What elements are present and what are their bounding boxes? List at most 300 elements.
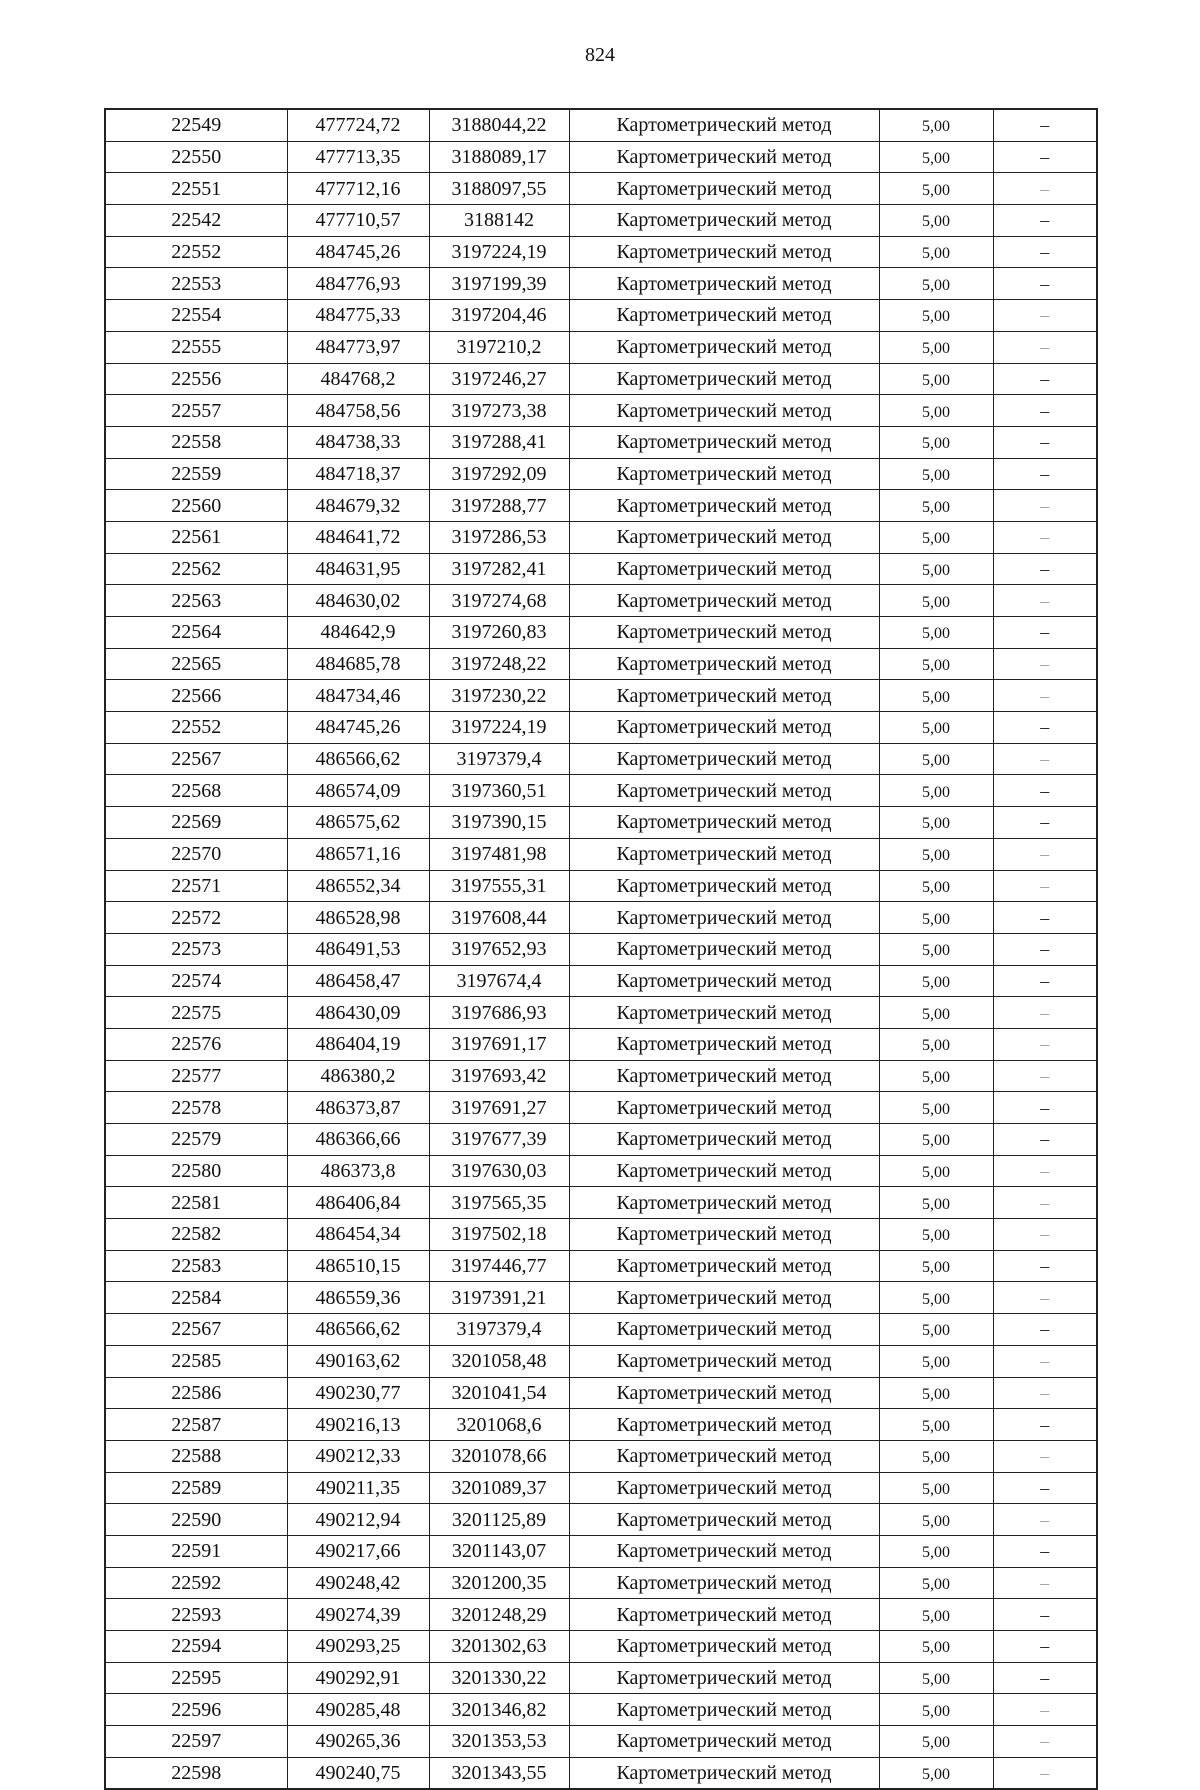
- description-cell: –: [993, 807, 1097, 839]
- x-coordinate-cell: 477712,16: [287, 173, 429, 205]
- method-cell: Картометрический метод: [569, 1124, 879, 1156]
- description-cell: –: [993, 965, 1097, 997]
- table-row: [105, 141, 1097, 173]
- x-coordinate-cell: 490230,77: [287, 1377, 429, 1409]
- method-cell: Картометрический метод: [569, 1250, 879, 1282]
- method-cell: Картометрический метод: [569, 1377, 879, 1409]
- x-coordinate-cell: 484734,46: [287, 680, 429, 712]
- x-coordinate-cell: 484631,95: [287, 553, 429, 585]
- y-coordinate-cell: 3201058,48: [429, 1345, 569, 1377]
- accuracy-cell: 5,00: [879, 1124, 993, 1156]
- y-coordinate-cell: 3201200,35: [429, 1567, 569, 1599]
- table-row: [105, 965, 1097, 997]
- table-row: [105, 617, 1097, 649]
- description-cell: –: [993, 1409, 1097, 1441]
- y-coordinate-cell: 3197274,68: [429, 585, 569, 617]
- x-coordinate-cell: 484642,9: [287, 617, 429, 649]
- method-cell: Картометрический метод: [569, 1694, 879, 1726]
- point-number-cell: 22581: [105, 1187, 287, 1219]
- method-cell: Картометрический метод: [569, 1757, 879, 1789]
- description-cell: –: [993, 902, 1097, 934]
- y-coordinate-cell: 3201125,89: [429, 1504, 569, 1536]
- table-row: [105, 1726, 1097, 1758]
- description-cell: –: [993, 109, 1097, 141]
- y-coordinate-cell: 3197360,51: [429, 775, 569, 807]
- y-coordinate-cell: 3197693,42: [429, 1060, 569, 1092]
- y-coordinate-cell: 3197608,44: [429, 902, 569, 934]
- accuracy-cell: 5,00: [879, 933, 993, 965]
- y-coordinate-cell: 3197565,35: [429, 1187, 569, 1219]
- point-number-cell: 22553: [105, 268, 287, 300]
- accuracy-cell: 5,00: [879, 902, 993, 934]
- x-coordinate-cell: 484745,26: [287, 712, 429, 744]
- y-coordinate-cell: 3197230,22: [429, 680, 569, 712]
- y-coordinate-cell: 3201089,37: [429, 1472, 569, 1504]
- x-coordinate-cell: 486566,62: [287, 1314, 429, 1346]
- method-cell: Картометрический метод: [569, 775, 879, 807]
- accuracy-cell: 5,00: [879, 395, 993, 427]
- table-row: [105, 521, 1097, 553]
- x-coordinate-cell: 486406,84: [287, 1187, 429, 1219]
- table-row: [105, 1282, 1097, 1314]
- method-cell: Картометрический метод: [569, 838, 879, 870]
- method-cell: Картометрический метод: [569, 1155, 879, 1187]
- x-coordinate-cell: 490212,94: [287, 1504, 429, 1536]
- description-cell: –: [993, 1377, 1097, 1409]
- table-row: [105, 395, 1097, 427]
- y-coordinate-cell: 3188089,17: [429, 141, 569, 173]
- point-number-cell: 22588: [105, 1440, 287, 1472]
- table-row: [105, 1028, 1097, 1060]
- table-row: [105, 236, 1097, 268]
- page-number: 824: [585, 44, 615, 66]
- table-row: [105, 1124, 1097, 1156]
- x-coordinate-cell: 490240,75: [287, 1757, 429, 1789]
- point-number-cell: 22598: [105, 1757, 287, 1789]
- accuracy-cell: 5,00: [879, 1599, 993, 1631]
- description-cell: –: [993, 933, 1097, 965]
- description-cell: –: [993, 1567, 1097, 1599]
- accuracy-cell: 5,00: [879, 1567, 993, 1599]
- point-number-cell: 22557: [105, 395, 287, 427]
- y-coordinate-cell: 3197630,03: [429, 1155, 569, 1187]
- table-row: [105, 870, 1097, 902]
- method-cell: Картометрический метод: [569, 680, 879, 712]
- description-cell: –: [993, 1631, 1097, 1663]
- table-row: [105, 363, 1097, 395]
- x-coordinate-cell: 484718,37: [287, 458, 429, 490]
- description-cell: –: [993, 775, 1097, 807]
- table-row: [105, 1599, 1097, 1631]
- description-cell: –: [993, 1472, 1097, 1504]
- description-cell: –: [993, 300, 1097, 332]
- point-number-cell: 22561: [105, 521, 287, 553]
- point-number-cell: 22576: [105, 1028, 287, 1060]
- accuracy-cell: 5,00: [879, 1631, 993, 1663]
- y-coordinate-cell: 3201353,53: [429, 1726, 569, 1758]
- x-coordinate-cell: 486510,15: [287, 1250, 429, 1282]
- accuracy-cell: 5,00: [879, 458, 993, 490]
- table-row: [105, 807, 1097, 839]
- table-row: [105, 1409, 1097, 1441]
- x-coordinate-cell: 484773,97: [287, 331, 429, 363]
- table-row: [105, 1757, 1097, 1789]
- method-cell: Картометрический метод: [569, 1282, 879, 1314]
- table-row: [105, 1440, 1097, 1472]
- x-coordinate-cell: 484758,56: [287, 395, 429, 427]
- point-number-cell: 22580: [105, 1155, 287, 1187]
- y-coordinate-cell: 3201346,82: [429, 1694, 569, 1726]
- method-cell: Картометрический метод: [569, 109, 879, 141]
- x-coordinate-cell: 484641,72: [287, 521, 429, 553]
- table-row: [105, 173, 1097, 205]
- y-coordinate-cell: 3197292,09: [429, 458, 569, 490]
- y-coordinate-cell: 3197677,39: [429, 1124, 569, 1156]
- description-cell: –: [993, 1250, 1097, 1282]
- point-number-cell: 22578: [105, 1092, 287, 1124]
- description-cell: –: [993, 1092, 1097, 1124]
- accuracy-cell: 5,00: [879, 1219, 993, 1251]
- method-cell: Картометрический метод: [569, 1631, 879, 1663]
- point-number-cell: 22583: [105, 1250, 287, 1282]
- point-number-cell: 22564: [105, 617, 287, 649]
- description-cell: –: [993, 585, 1097, 617]
- x-coordinate-cell: 486404,19: [287, 1028, 429, 1060]
- description-cell: –: [993, 1440, 1097, 1472]
- point-number-cell: 22568: [105, 775, 287, 807]
- accuracy-cell: 5,00: [879, 1757, 993, 1789]
- accuracy-cell: 5,00: [879, 997, 993, 1029]
- x-coordinate-cell: 486430,09: [287, 997, 429, 1029]
- accuracy-cell: 5,00: [879, 1187, 993, 1219]
- method-cell: Картометрический метод: [569, 617, 879, 649]
- y-coordinate-cell: 3197224,19: [429, 712, 569, 744]
- table-row: [105, 1377, 1097, 1409]
- x-coordinate-cell: 477710,57: [287, 205, 429, 237]
- y-coordinate-cell: 3197199,39: [429, 268, 569, 300]
- description-cell: –: [993, 648, 1097, 680]
- table-row: [105, 1187, 1097, 1219]
- point-number-cell: 22594: [105, 1631, 287, 1663]
- table-row: [105, 743, 1097, 775]
- method-cell: Картометрический метод: [569, 712, 879, 744]
- y-coordinate-cell: 3197260,83: [429, 617, 569, 649]
- accuracy-cell: 5,00: [879, 1409, 993, 1441]
- accuracy-cell: 5,00: [879, 838, 993, 870]
- y-coordinate-cell: 3197288,77: [429, 490, 569, 522]
- point-number-cell: 22556: [105, 363, 287, 395]
- description-cell: –: [993, 1155, 1097, 1187]
- point-number-cell: 22584: [105, 1282, 287, 1314]
- accuracy-cell: 5,00: [879, 553, 993, 585]
- point-number-cell: 22596: [105, 1694, 287, 1726]
- x-coordinate-cell: 486559,36: [287, 1282, 429, 1314]
- description-cell: –: [993, 363, 1097, 395]
- point-number-cell: 22567: [105, 743, 287, 775]
- table-row: [105, 775, 1097, 807]
- description-cell: –: [993, 1187, 1097, 1219]
- y-coordinate-cell: 3197446,77: [429, 1250, 569, 1282]
- point-number-cell: 22552: [105, 712, 287, 744]
- accuracy-cell: 5,00: [879, 426, 993, 458]
- table-row: [105, 1662, 1097, 1694]
- accuracy-cell: 5,00: [879, 617, 993, 649]
- point-number-cell: 22554: [105, 300, 287, 332]
- coordinates-table-body: [105, 109, 1097, 1789]
- method-cell: Картометрический метод: [569, 585, 879, 617]
- method-cell: Картометрический метод: [569, 902, 879, 934]
- point-number-cell: 22579: [105, 1124, 287, 1156]
- description-cell: –: [993, 268, 1097, 300]
- y-coordinate-cell: 3197210,2: [429, 331, 569, 363]
- table-row: [105, 712, 1097, 744]
- method-cell: Картометрический метод: [569, 458, 879, 490]
- accuracy-cell: 5,00: [879, 1472, 993, 1504]
- table-row: [105, 1219, 1097, 1251]
- table-row: [105, 1060, 1097, 1092]
- x-coordinate-cell: 490265,36: [287, 1726, 429, 1758]
- point-number-cell: 22562: [105, 553, 287, 585]
- accuracy-cell: 5,00: [879, 965, 993, 997]
- accuracy-cell: 5,00: [879, 1282, 993, 1314]
- y-coordinate-cell: 3197391,21: [429, 1282, 569, 1314]
- table-row: [105, 1092, 1097, 1124]
- point-number-cell: 22549: [105, 109, 287, 141]
- point-number-cell: 22565: [105, 648, 287, 680]
- point-number-cell: 22542: [105, 205, 287, 237]
- y-coordinate-cell: 3201041,54: [429, 1377, 569, 1409]
- method-cell: Картометрический метод: [569, 933, 879, 965]
- description-cell: –: [993, 680, 1097, 712]
- x-coordinate-cell: 490285,48: [287, 1694, 429, 1726]
- y-coordinate-cell: 3197282,41: [429, 553, 569, 585]
- method-cell: Картометрический метод: [569, 205, 879, 237]
- method-cell: Картометрический метод: [569, 965, 879, 997]
- table-row: [105, 997, 1097, 1029]
- description-cell: –: [993, 395, 1097, 427]
- description-cell: –: [993, 997, 1097, 1029]
- accuracy-cell: 5,00: [879, 331, 993, 363]
- method-cell: Картометрический метод: [569, 743, 879, 775]
- x-coordinate-cell: 486373,8: [287, 1155, 429, 1187]
- y-coordinate-cell: 3188097,55: [429, 173, 569, 205]
- y-coordinate-cell: 3197204,46: [429, 300, 569, 332]
- point-number-cell: 22566: [105, 680, 287, 712]
- point-number-cell: 22586: [105, 1377, 287, 1409]
- table-row: [105, 933, 1097, 965]
- table-row: [105, 1345, 1097, 1377]
- x-coordinate-cell: 490274,39: [287, 1599, 429, 1631]
- table-row: [105, 1504, 1097, 1536]
- description-cell: –: [993, 426, 1097, 458]
- table-row: [105, 1250, 1097, 1282]
- y-coordinate-cell: 3201302,63: [429, 1631, 569, 1663]
- y-coordinate-cell: 3201248,29: [429, 1599, 569, 1631]
- description-cell: –: [993, 1726, 1097, 1758]
- accuracy-cell: 5,00: [879, 300, 993, 332]
- x-coordinate-cell: 486575,62: [287, 807, 429, 839]
- x-coordinate-cell: 486458,47: [287, 965, 429, 997]
- table-row: [105, 585, 1097, 617]
- point-number-cell: 22592: [105, 1567, 287, 1599]
- accuracy-cell: 5,00: [879, 1345, 993, 1377]
- method-cell: Картометрический метод: [569, 997, 879, 1029]
- description-cell: –: [993, 870, 1097, 902]
- table-row: [105, 1631, 1097, 1663]
- accuracy-cell: 5,00: [879, 1314, 993, 1346]
- method-cell: Картометрический метод: [569, 1345, 879, 1377]
- x-coordinate-cell: 486528,98: [287, 902, 429, 934]
- x-coordinate-cell: 490217,66: [287, 1535, 429, 1567]
- accuracy-cell: 5,00: [879, 1155, 993, 1187]
- description-cell: –: [993, 521, 1097, 553]
- description-cell: –: [993, 1757, 1097, 1789]
- method-cell: Картометрический метод: [569, 1472, 879, 1504]
- y-coordinate-cell: 3197286,53: [429, 521, 569, 553]
- accuracy-cell: 5,00: [879, 648, 993, 680]
- method-cell: Картометрический метод: [569, 268, 879, 300]
- accuracy-cell: 5,00: [879, 363, 993, 395]
- point-number-cell: 22571: [105, 870, 287, 902]
- description-cell: –: [993, 712, 1097, 744]
- method-cell: Картометрический метод: [569, 1504, 879, 1536]
- accuracy-cell: 5,00: [879, 1440, 993, 1472]
- x-coordinate-cell: 486574,09: [287, 775, 429, 807]
- description-cell: –: [993, 1662, 1097, 1694]
- description-cell: –: [993, 1345, 1097, 1377]
- table-row: [105, 1535, 1097, 1567]
- point-number-cell: 22559: [105, 458, 287, 490]
- point-number-cell: 22593: [105, 1599, 287, 1631]
- accuracy-cell: 5,00: [879, 141, 993, 173]
- table-row: [105, 1472, 1097, 1504]
- x-coordinate-cell: 477724,72: [287, 109, 429, 141]
- y-coordinate-cell: 3201343,55: [429, 1757, 569, 1789]
- accuracy-cell: 5,00: [879, 743, 993, 775]
- x-coordinate-cell: 486373,87: [287, 1092, 429, 1124]
- table-row: [105, 205, 1097, 237]
- point-number-cell: 22570: [105, 838, 287, 870]
- point-number-cell: 22582: [105, 1219, 287, 1251]
- x-coordinate-cell: 486366,66: [287, 1124, 429, 1156]
- y-coordinate-cell: 3197273,38: [429, 395, 569, 427]
- y-coordinate-cell: 3197502,18: [429, 1219, 569, 1251]
- table-row: [105, 109, 1097, 141]
- x-coordinate-cell: 490212,33: [287, 1440, 429, 1472]
- point-number-cell: 22590: [105, 1504, 287, 1536]
- accuracy-cell: 5,00: [879, 1535, 993, 1567]
- y-coordinate-cell: 3197652,93: [429, 933, 569, 965]
- description-cell: –: [993, 1504, 1097, 1536]
- table-row: [105, 300, 1097, 332]
- accuracy-cell: 5,00: [879, 1092, 993, 1124]
- method-cell: Картометрический метод: [569, 1567, 879, 1599]
- x-coordinate-cell: 484775,33: [287, 300, 429, 332]
- y-coordinate-cell: 3197686,93: [429, 997, 569, 1029]
- point-number-cell: 22558: [105, 426, 287, 458]
- point-number-cell: 22555: [105, 331, 287, 363]
- point-number-cell: 22567: [105, 1314, 287, 1346]
- accuracy-cell: 5,00: [879, 236, 993, 268]
- point-number-cell: 22569: [105, 807, 287, 839]
- accuracy-cell: 5,00: [879, 521, 993, 553]
- x-coordinate-cell: 486571,16: [287, 838, 429, 870]
- point-number-cell: 22574: [105, 965, 287, 997]
- method-cell: Картометрический метод: [569, 1219, 879, 1251]
- table-row: [105, 458, 1097, 490]
- point-number-cell: 22551: [105, 173, 287, 205]
- accuracy-cell: 5,00: [879, 775, 993, 807]
- y-coordinate-cell: 3201068,6: [429, 1409, 569, 1441]
- table-row: [105, 1694, 1097, 1726]
- point-number-cell: 22591: [105, 1535, 287, 1567]
- description-cell: –: [993, 1282, 1097, 1314]
- x-coordinate-cell: 490216,13: [287, 1409, 429, 1441]
- x-coordinate-cell: 484679,32: [287, 490, 429, 522]
- x-coordinate-cell: 490211,35: [287, 1472, 429, 1504]
- description-cell: –: [993, 743, 1097, 775]
- description-cell: –: [993, 1694, 1097, 1726]
- accuracy-cell: 5,00: [879, 712, 993, 744]
- description-cell: –: [993, 490, 1097, 522]
- x-coordinate-cell: 484745,26: [287, 236, 429, 268]
- method-cell: Картометрический метод: [569, 1599, 879, 1631]
- table-row: [105, 1155, 1097, 1187]
- accuracy-cell: 5,00: [879, 1250, 993, 1282]
- method-cell: Картометрический метод: [569, 490, 879, 522]
- point-number-cell: 22597: [105, 1726, 287, 1758]
- point-number-cell: 22585: [105, 1345, 287, 1377]
- accuracy-cell: 5,00: [879, 870, 993, 902]
- method-cell: Картометрический метод: [569, 426, 879, 458]
- description-cell: –: [993, 205, 1097, 237]
- method-cell: Картометрический метод: [569, 1440, 879, 1472]
- x-coordinate-cell: 490293,25: [287, 1631, 429, 1663]
- point-number-cell: 22572: [105, 902, 287, 934]
- description-cell: –: [993, 173, 1097, 205]
- method-cell: Картометрический метод: [569, 1028, 879, 1060]
- x-coordinate-cell: 484738,33: [287, 426, 429, 458]
- method-cell: Картометрический метод: [569, 141, 879, 173]
- y-coordinate-cell: 3197248,22: [429, 648, 569, 680]
- table-row: [105, 838, 1097, 870]
- point-number-cell: 22575: [105, 997, 287, 1029]
- description-cell: –: [993, 141, 1097, 173]
- method-cell: Картометрический метод: [569, 521, 879, 553]
- accuracy-cell: 5,00: [879, 205, 993, 237]
- accuracy-cell: 5,00: [879, 680, 993, 712]
- method-cell: Картометрический метод: [569, 807, 879, 839]
- method-cell: Картометрический метод: [569, 300, 879, 332]
- x-coordinate-cell: 484685,78: [287, 648, 429, 680]
- coordinates-table: [104, 108, 1098, 1790]
- description-cell: –: [993, 617, 1097, 649]
- method-cell: Картометрический метод: [569, 870, 879, 902]
- method-cell: Картометрический метод: [569, 1060, 879, 1092]
- y-coordinate-cell: 3197224,19: [429, 236, 569, 268]
- x-coordinate-cell: 484630,02: [287, 585, 429, 617]
- y-coordinate-cell: 3197288,41: [429, 426, 569, 458]
- description-cell: –: [993, 458, 1097, 490]
- point-number-cell: 22550: [105, 141, 287, 173]
- description-cell: –: [993, 236, 1097, 268]
- table-row: [105, 902, 1097, 934]
- x-coordinate-cell: 490163,62: [287, 1345, 429, 1377]
- method-cell: Картометрический метод: [569, 1187, 879, 1219]
- point-number-cell: 22587: [105, 1409, 287, 1441]
- y-coordinate-cell: 3197555,31: [429, 870, 569, 902]
- description-cell: –: [993, 553, 1097, 585]
